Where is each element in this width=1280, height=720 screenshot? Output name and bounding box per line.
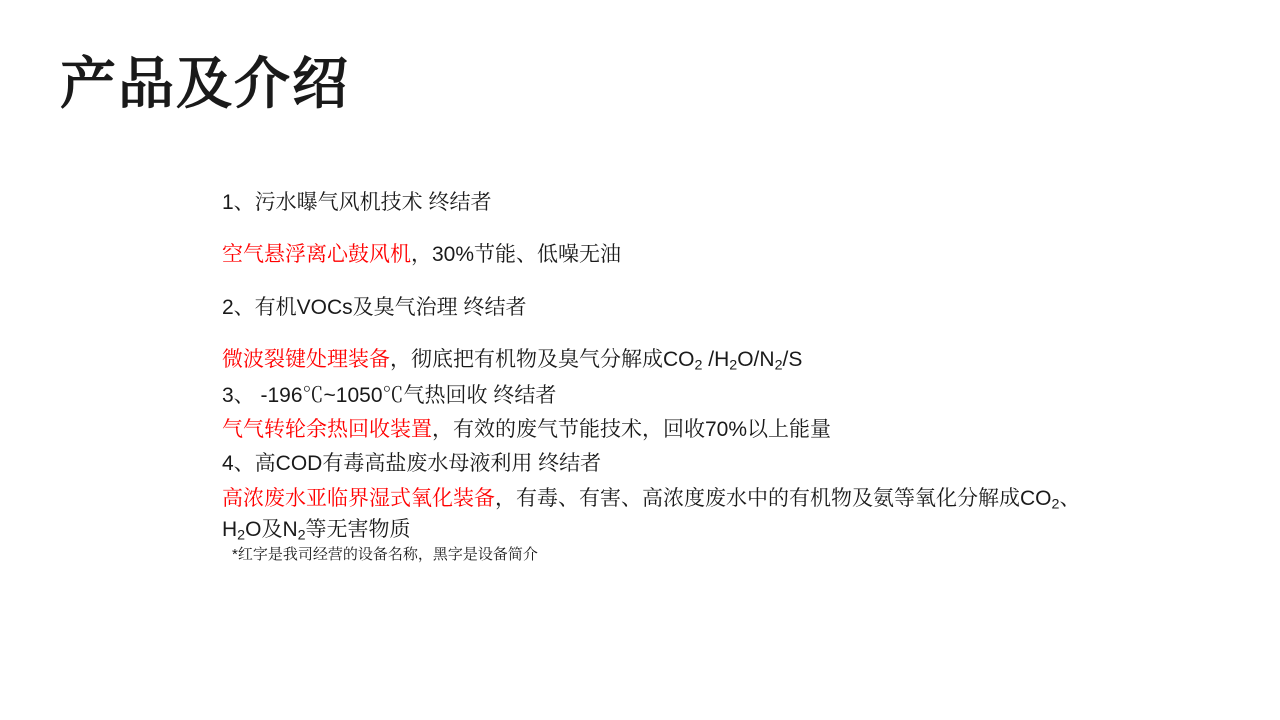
list-item-1-detail [222, 240, 1102, 270]
item4-subscript-a: 2 [1051, 496, 1060, 513]
item2-subscript-c: 2 [774, 357, 783, 374]
item4-description-a: ，有毒、有害、高浓度废水中的有机物及氨等氧化分解成CO [495, 486, 1052, 510]
page-title: 产品及介绍 [60, 52, 350, 115]
list-item-2-detail [222, 345, 1102, 376]
item2-subscript-b: 2 [729, 357, 738, 374]
item2-description-a: ，彻底把有机物及臭气分解成CO [390, 348, 695, 372]
item4-description-c: O及N [245, 518, 298, 542]
item2-description-b: /H [702, 348, 730, 372]
footnote: *红字是我司经营的设备名称，黑字是设备简介 [232, 546, 538, 563]
item3-product-name: 气气转轮余热回收装置 [222, 418, 432, 442]
content-body [222, 188, 1102, 550]
item4-subscript-c: 2 [297, 527, 306, 544]
item1-product-name: 空气悬浮离心鼓风机 [222, 243, 411, 267]
list-item-3-heading [222, 381, 1102, 411]
item2-product-name: 微波裂键处理装备 [222, 348, 390, 372]
item3-heading-text: 3、 -196℃~1050℃气热回收 终结者 [222, 383, 557, 407]
item4-description-d: 等无害物质 [305, 518, 411, 542]
item4-product-name: 高浓废水亚临界湿式氧化装备 [222, 486, 495, 510]
item4-heading-text: 4、高COD有毒高盐废水母液利用 终结者 [222, 452, 602, 476]
list-item-2-heading [222, 293, 1102, 323]
list-item-4-heading [222, 449, 1102, 479]
item4-subscript-b: 2 [237, 527, 246, 544]
item3-description: ，有效的废气节能技术，回收70%以上能量 [432, 418, 832, 442]
item2-heading-text: 2、有机VOCs及臭气治理 终结者 [222, 295, 527, 319]
item2-subscript-a: 2 [694, 357, 703, 374]
item2-description-d: /S [782, 348, 803, 372]
item2-description-c: O/N [737, 348, 775, 372]
item1-description: ，30%节能、低噪无油 [411, 243, 622, 267]
item4-description-b: 、 H [222, 486, 1081, 542]
item1-heading-text: 1、污水曝气风机技术 终结者 [222, 191, 492, 214]
list-item-4-detail [222, 484, 1102, 547]
list-item-1-heading [222, 188, 1102, 218]
list-item-3-detail [222, 415, 1102, 445]
